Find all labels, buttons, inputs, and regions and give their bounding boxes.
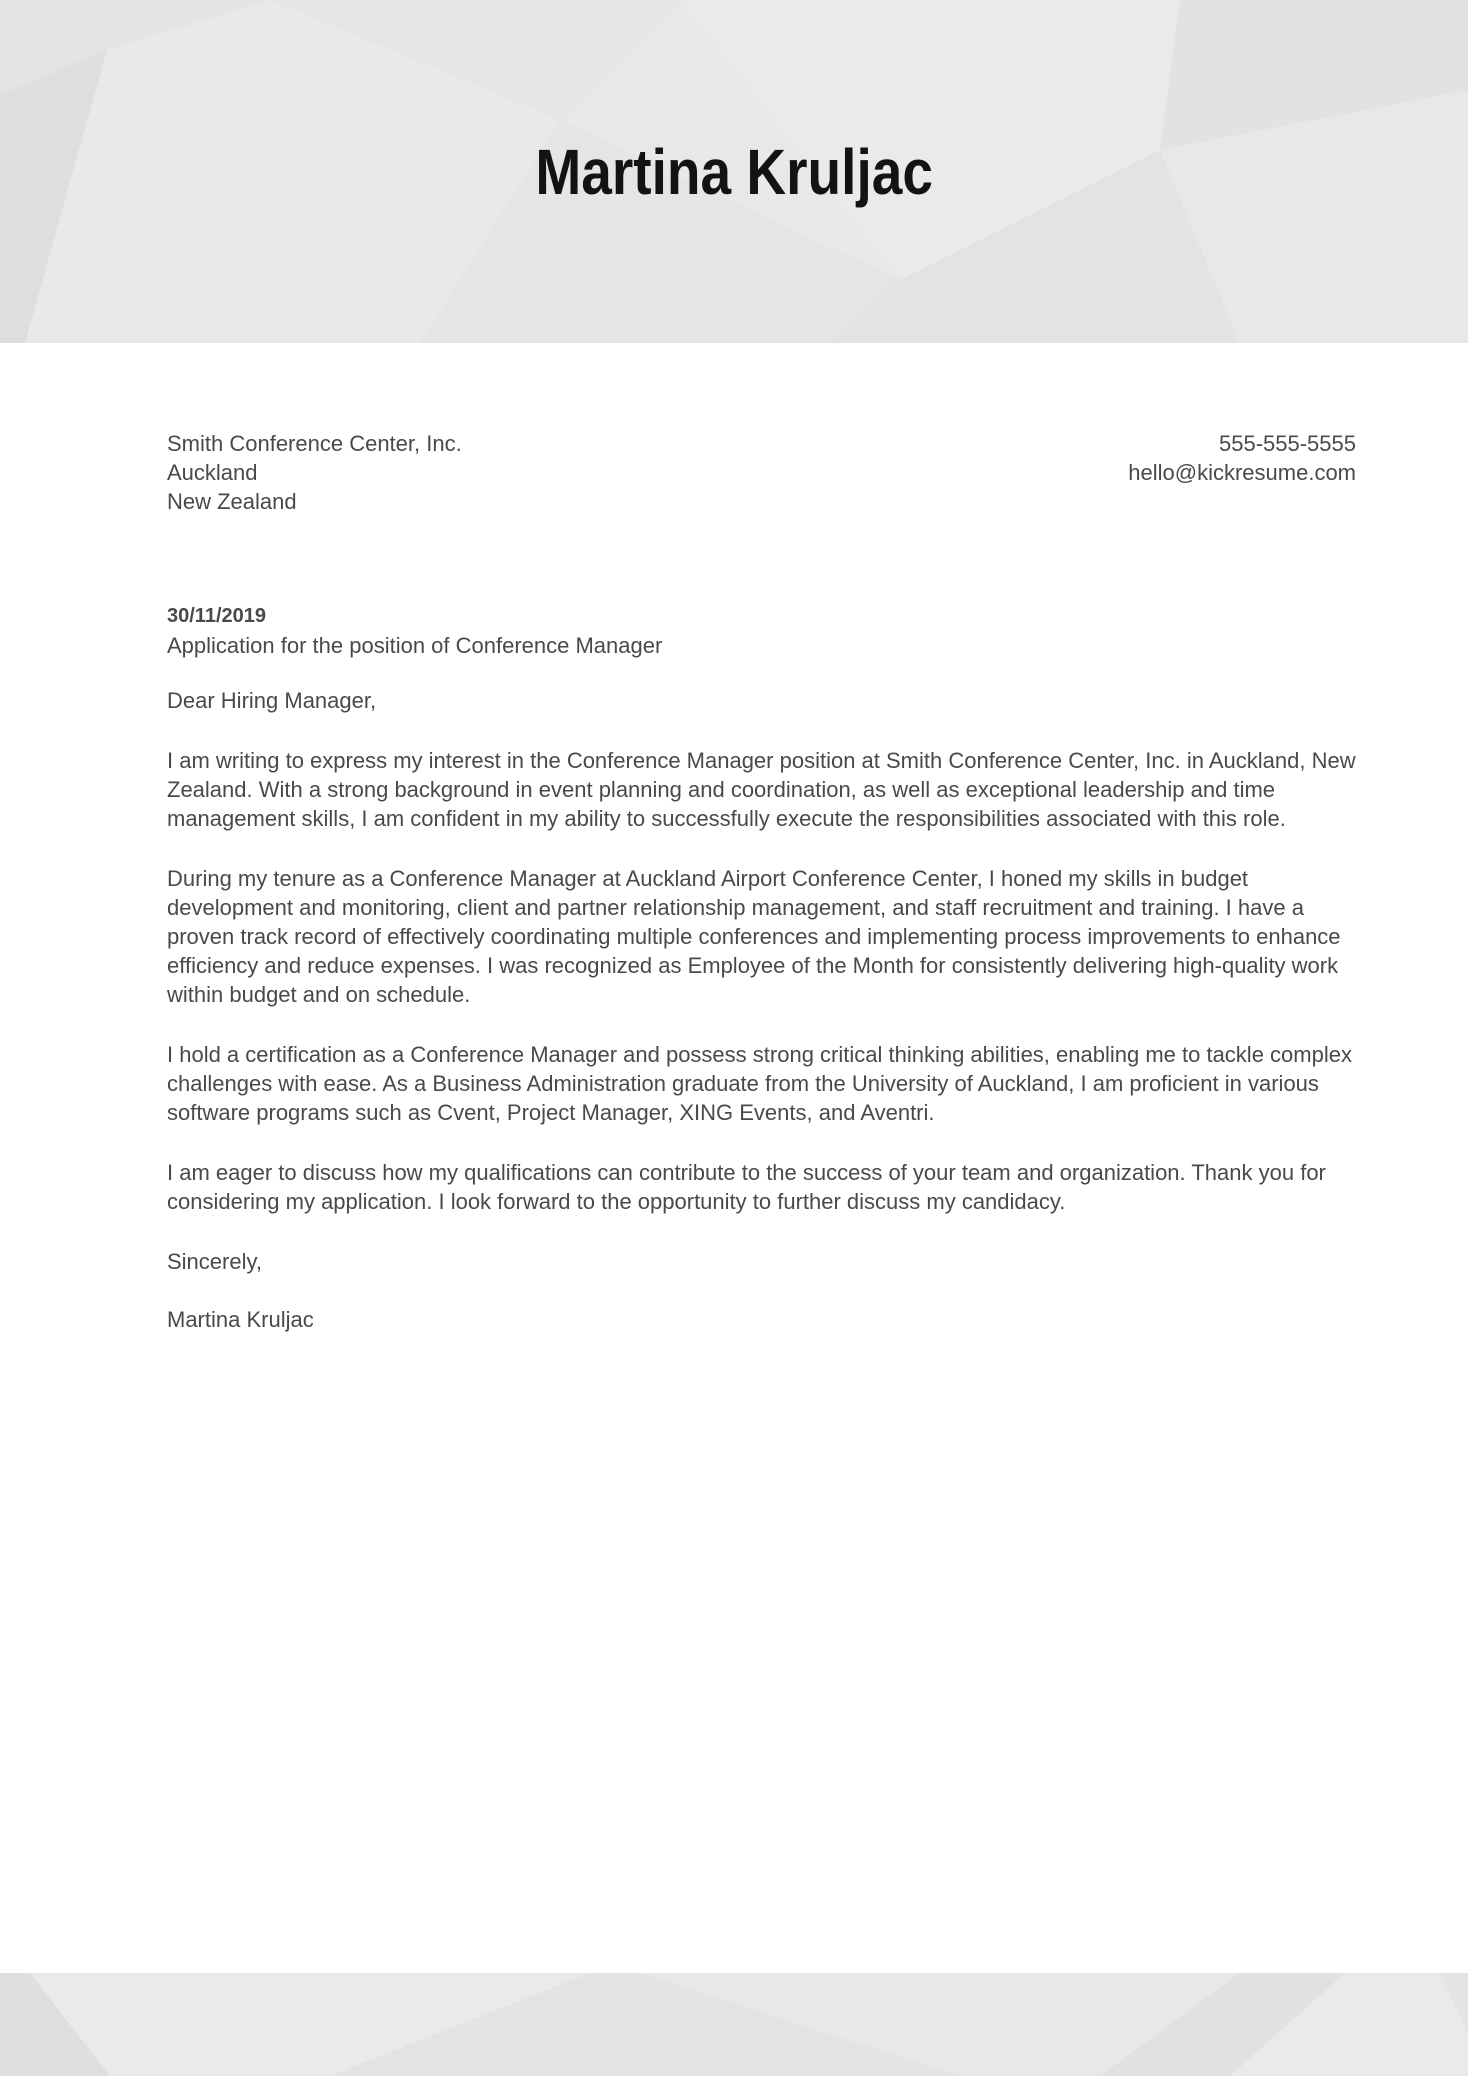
recipient-block — [167, 429, 462, 516]
letter-paragraphs — [167, 746, 1356, 1216]
recipient-company: Smith Conference Center, Inc. — [167, 431, 462, 456]
contact-row — [167, 429, 1356, 516]
footer-band — [0, 1973, 1468, 2076]
recipient-city: Auckland — [167, 460, 258, 485]
subject-line: Application for the position of Conference Manager — [167, 633, 663, 658]
letter-date: 30/11/2019 — [167, 605, 266, 627]
greeting: Dear Hiring Manager, — [167, 688, 377, 713]
applicant-name: Martina Kruljac — [535, 135, 933, 208]
letter-body — [0, 343, 1468, 1334]
sender-phone: 555-555-5555 — [1218, 431, 1356, 456]
letter-paragraph: I am writing to express my interest in the Conference Manager position at Smith Conference Center, Inc. in Auckland, New Zealand. With a strong background in event planning and coordination, as well as exceptional leadership and time management skills, I am confident in my ability to successfully execute the responsibilities associated with this role. — [167, 748, 1356, 831]
letter-paragraph: During my tenure as a Conference Manager at Auckland Airport Conference Center, I honed my skills in budget development and monitoring, client and partner relationship management, and staff recruitment and training. I have a proven track record of effectively coordinating multiple conferences and implementing process improvements to enhance efficiency and reduce expenses. I was recognized as Employee of the Month for consistently delivering high-quality work within budget and on schedule. — [167, 866, 1341, 1007]
closing: Sincerely, — [167, 1249, 262, 1274]
recipient-country: New Zealand — [167, 489, 297, 514]
letter-paragraph: I hold a certification as a Conference Manager and possess strong critical thinking abilities, enabling me to tackle complex challenges with ease. As a Business Administration graduate from the University of Auckland, I am proficient in various software programs such as Cvent, Project Manager, XING Events, and Aventri. — [167, 1042, 1352, 1125]
footer-polygon-pattern — [0, 1973, 1468, 2076]
sender-contact-block — [1128, 429, 1356, 487]
sender-email: hello@kickresume.com — [1128, 460, 1356, 485]
date-block — [167, 602, 1356, 660]
letter-paragraph: I am eager to discuss how my qualifications can contribute to the success of your team and organization. Thank you for considering my application. I look forward to the opportunity to further discuss my candidacy. — [167, 1160, 1326, 1214]
signature-name: Martina Kruljac — [167, 1307, 314, 1332]
header-band — [0, 0, 1468, 343]
